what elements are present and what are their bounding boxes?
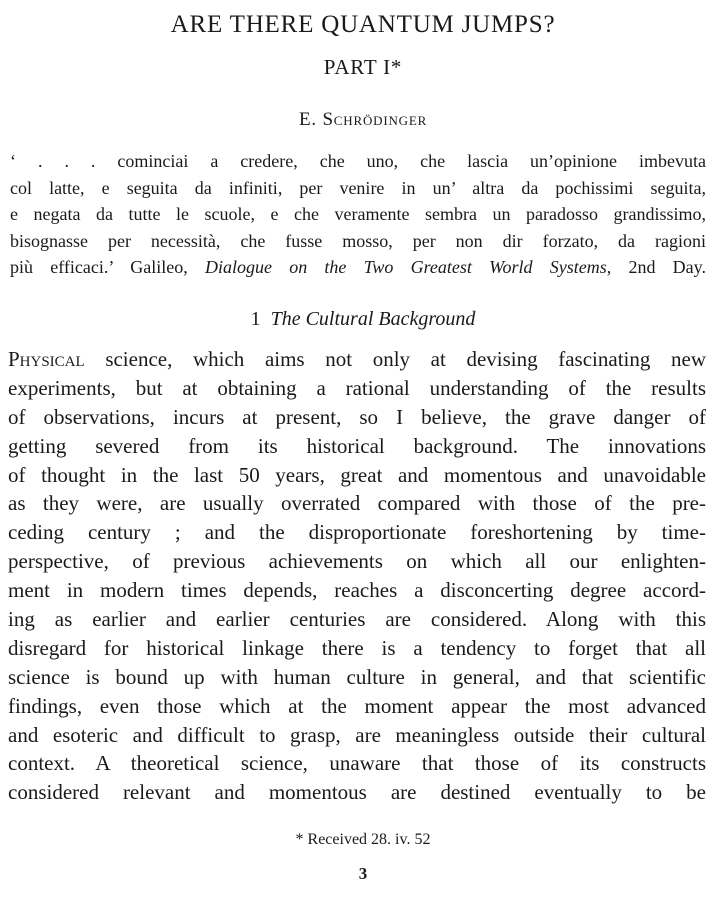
- first-line-rest: science, which aims not only at devising fascinating new: [84, 347, 706, 371]
- page-number: 3: [358, 864, 368, 883]
- body-line: ment in modern times depends, reaches a disconcerting degree accord-: [8, 578, 706, 603]
- section-title: The Cultural Background: [270, 308, 476, 330]
- article-author: E. Schrödinger: [298, 109, 428, 130]
- epigraph-line: bisognasse per necessità, che fusse mosso, per non dir forzato, da ragioni: [10, 230, 706, 251]
- epigraph-citation-end: , 2nd Day.: [606, 257, 706, 277]
- body-line: ing as earlier and earlier centuries are considered. Along with this: [8, 607, 706, 632]
- epigraph-line: ‘ . . . cominciai a credere, che uno, che lascia un’opinione imbevuta: [10, 151, 706, 171]
- body-line: perspective, of previous achievements on which all our enlighten-: [8, 549, 706, 574]
- body-line: [8, 345, 706, 374]
- body-paragraph: [8, 345, 706, 807]
- epigraph: [10, 148, 706, 281]
- body-line: of observations, incurs at present, so I believe, the grave danger of: [8, 404, 706, 429]
- body-line: considered relevant and momentous are destined eventually to be: [8, 780, 706, 805]
- body-line: getting severed from its historical background. The innovations: [8, 433, 706, 458]
- epigraph-line: col latte, e seguita da infiniti, per venire in un’ altra da pochissimi seguita,: [10, 177, 706, 198]
- epigraph-citation-line: [10, 254, 706, 281]
- body-line: findings, even those which at the moment appear the most advanced: [8, 693, 706, 718]
- article-title: ARE THERE QUANTUM JUMPS?: [170, 11, 556, 38]
- footnote: * Received 28. iv. 52: [295, 831, 431, 848]
- first-word: Physical: [8, 347, 85, 371]
- body-line: and esoteric and difficult to grasp, are meaningless outside their cultural: [8, 722, 706, 747]
- section-heading: [0, 306, 726, 332]
- body-line: disregard for historical linkage there is a tendency to forget that all: [8, 635, 706, 660]
- body-line: as they were, are usually overrated compared with those of the pre-: [8, 491, 706, 516]
- body-line: of thought in the last 50 years, great and momentous and unavoidable: [8, 462, 706, 487]
- body-line: context. A theoretical science, unaware that those of its constructs: [8, 751, 706, 776]
- epigraph-line: e negata da tutte le scuole, e che veramente sembra un paradosso grandissimo,: [10, 204, 706, 224]
- body-line: science is bound up with human culture in general, and that scientific: [8, 664, 706, 689]
- section-number: 1: [250, 308, 261, 330]
- body-line: experiments, but at obtaining a rational understanding of the results: [8, 375, 706, 400]
- article-part: PART I*: [323, 55, 403, 79]
- body-line: ceding century ; and the disproportionate foreshortening by time-: [8, 520, 706, 545]
- epigraph-citation-work: Dialogue on the Two Greatest World Systems: [204, 257, 607, 277]
- epigraph-line-start: più efficaci.’ Galileo,: [10, 257, 205, 277]
